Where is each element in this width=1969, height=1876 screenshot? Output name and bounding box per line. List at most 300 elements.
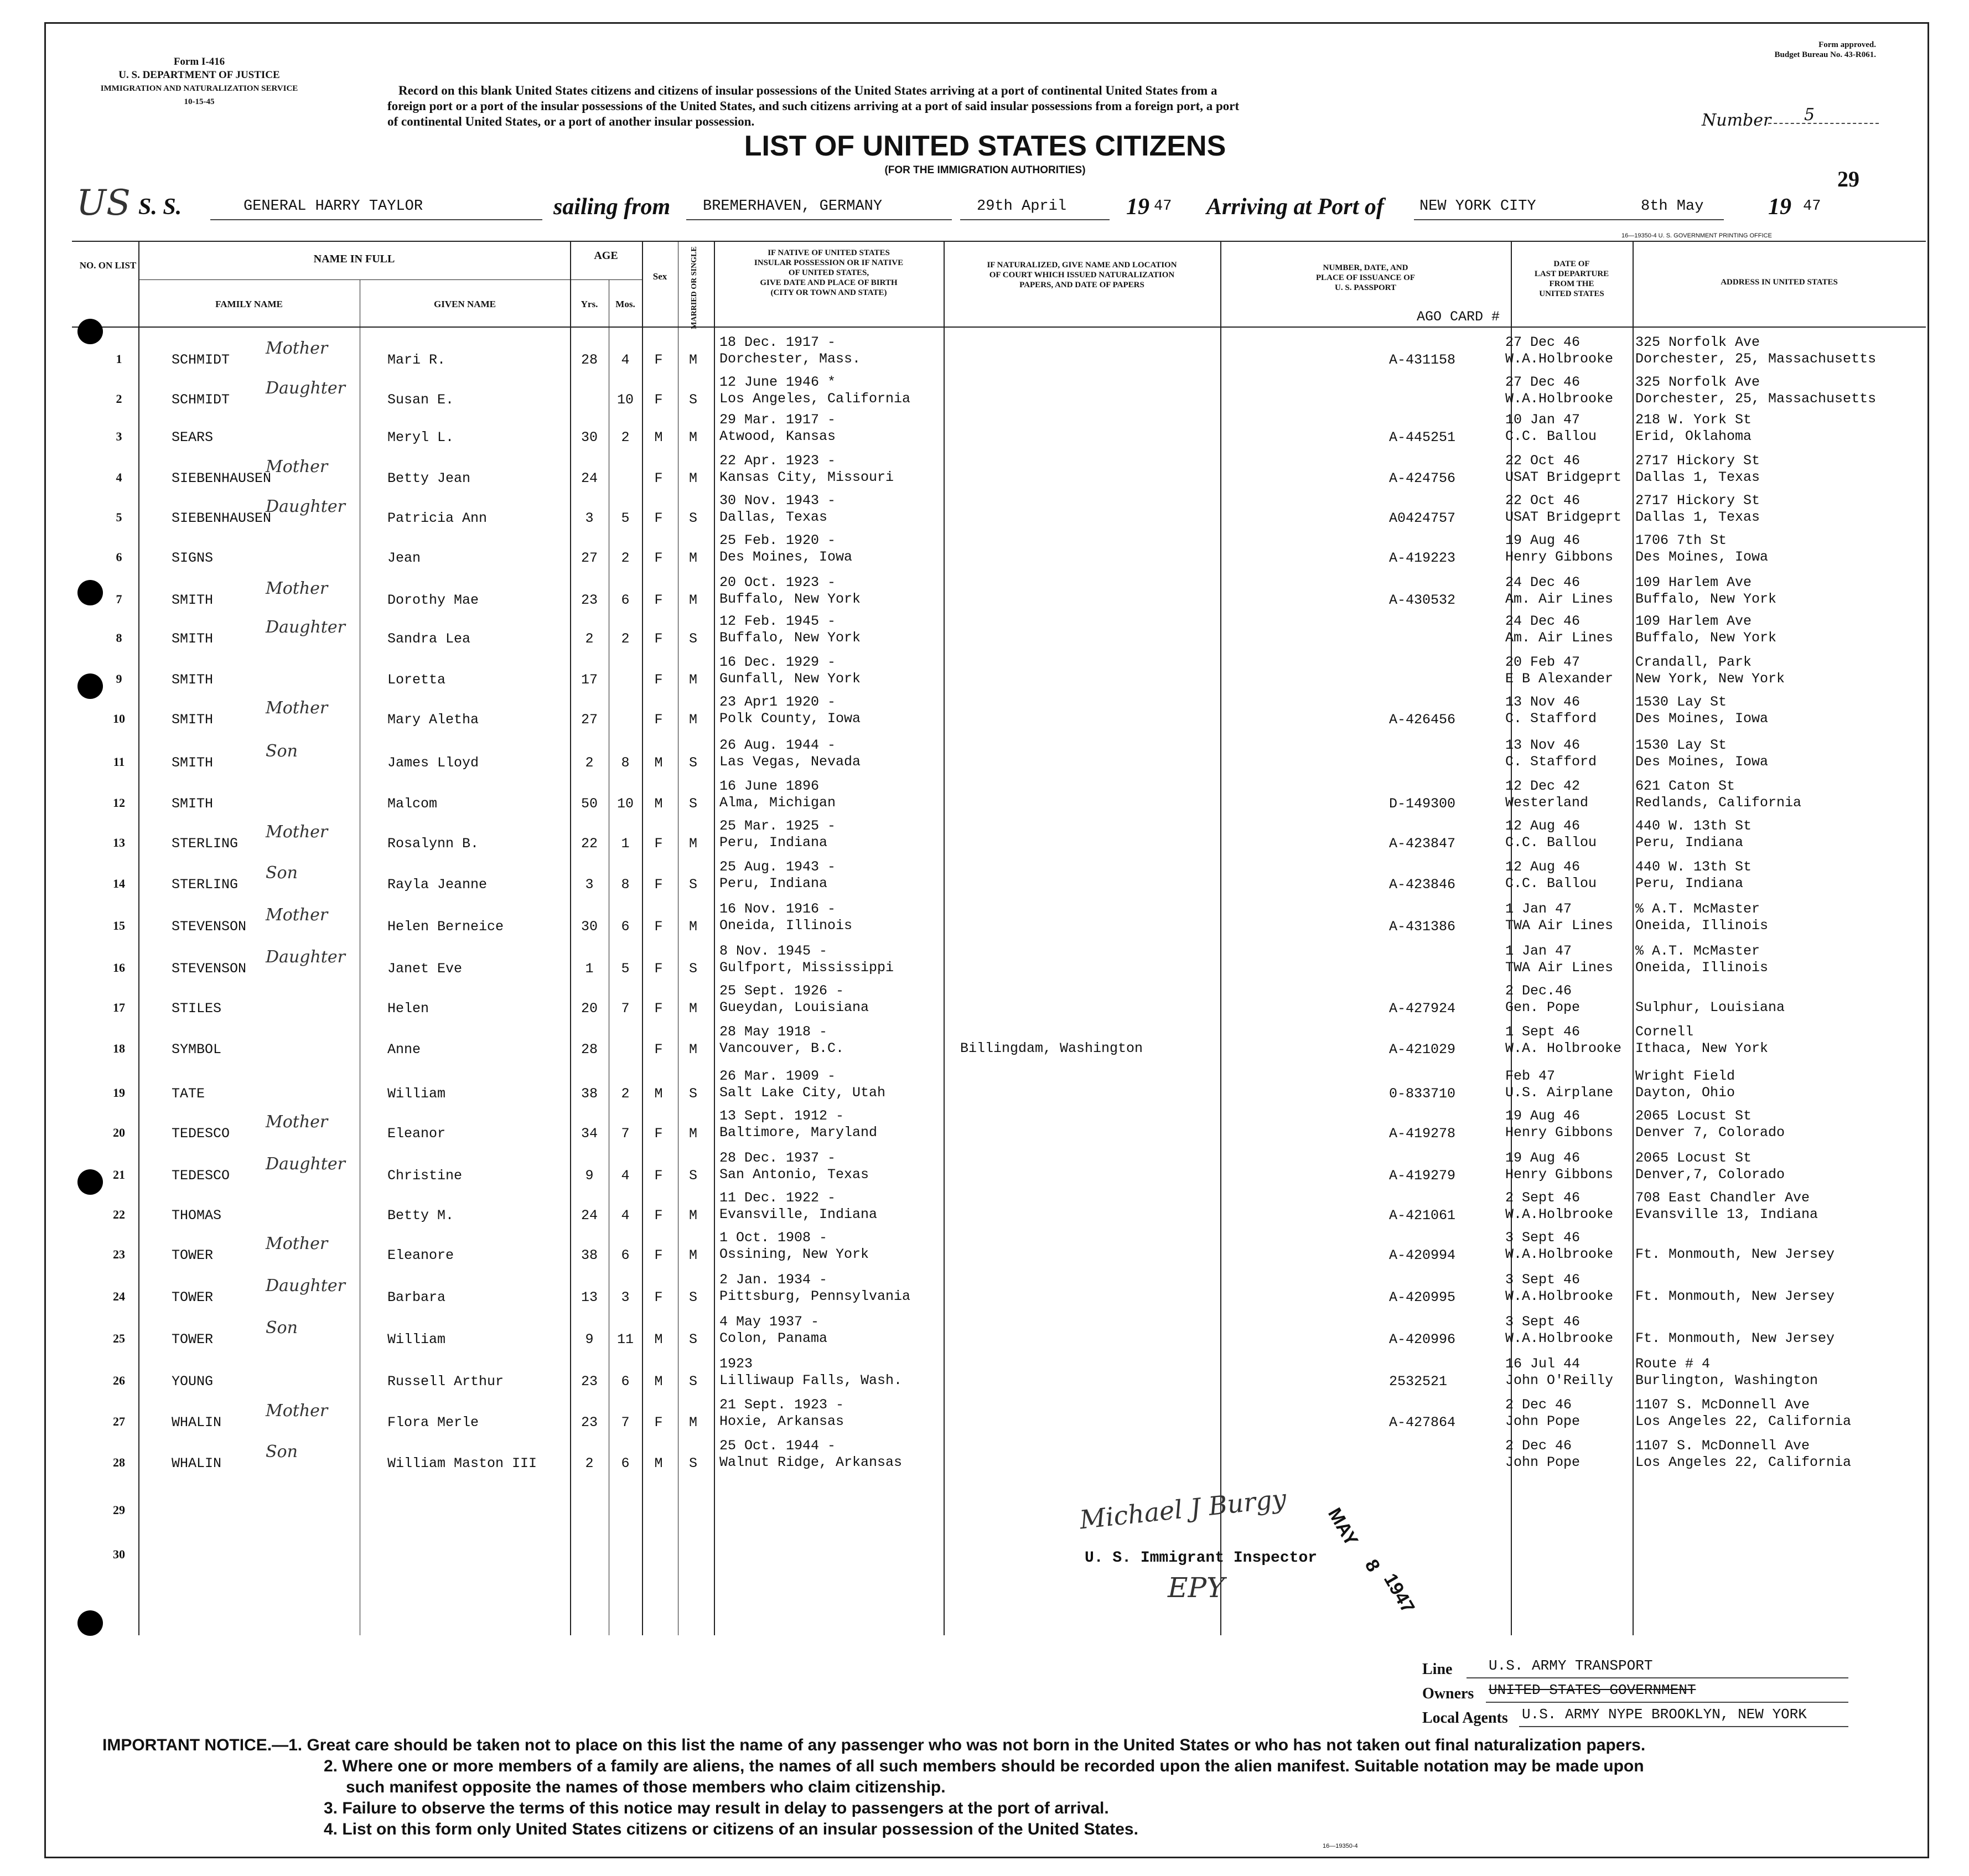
row-number: 8 <box>116 631 122 645</box>
departure-date: 27 Dec 46 <box>1505 334 1581 350</box>
departure-date: 2 Dec 46 <box>1505 1438 1572 1454</box>
age-years: 24 <box>581 1208 598 1224</box>
marital-status: M <box>688 712 697 728</box>
stamp-day: 8 <box>1360 1556 1385 1576</box>
header-pass-line-1: NUMBER, DATE, AND <box>1323 263 1408 272</box>
marital-status: M <box>688 550 697 566</box>
line-value: U.S. ARMY TRANSPORT <box>1489 1657 1653 1674</box>
inspector-title: U. S. Immigrant Inspector <box>1085 1549 1318 1567</box>
header-given-name: GIVEN NAME <box>434 299 496 309</box>
age-months: 2 <box>621 429 630 445</box>
sailing-label: sailing from <box>553 194 671 220</box>
departure-date: 24 Dec 46 <box>1505 613 1581 629</box>
given-name: Betty Jean <box>387 470 471 486</box>
ss-label: S. S. <box>138 194 182 220</box>
birth-place: Dallas, Texas <box>719 509 828 525</box>
arrival-port: NEW YORK CITY <box>1419 198 1536 215</box>
birth-place: Polk County, Iowa <box>719 711 861 727</box>
sex: F <box>654 836 663 852</box>
age-months: 8 <box>621 877 630 893</box>
birth-place: Los Angeles, California <box>719 391 911 407</box>
age-years: 38 <box>581 1086 598 1102</box>
departure-vessel: C. Stafford <box>1505 711 1597 727</box>
marital-status: S <box>688 392 697 408</box>
birth-place: Buffalo, New York <box>719 630 861 646</box>
age-years: 24 <box>581 470 598 486</box>
table-row <box>0 1395 1969 1435</box>
birth-place: Salt Lake City, Utah <box>719 1085 886 1101</box>
sex: F <box>654 352 663 368</box>
age-months: 7 <box>621 1126 630 1142</box>
table-row <box>0 1354 1969 1395</box>
row-number: 5 <box>116 510 122 524</box>
family-name: SMITH <box>172 712 214 728</box>
birth-place: Ossining, New York <box>719 1246 869 1262</box>
departure-date: 13 Nov 46 <box>1505 737 1581 753</box>
given-name: Anne <box>387 1041 421 1058</box>
marital-status: S <box>688 1086 697 1102</box>
depart-date: 29th April <box>977 198 1067 215</box>
family-name: WHALIN <box>172 1414 222 1431</box>
family-name: STERLING <box>172 836 239 852</box>
passport-number: D-149300 <box>1389 796 1456 812</box>
departure-date: 3 Sept 46 <box>1505 1230 1581 1246</box>
passport-number: A-423847 <box>1389 836 1456 852</box>
instruction-line-3: of continental United States, or a port of another insular possession. <box>387 115 755 128</box>
row-number: 27 <box>113 1414 125 1428</box>
birth-place: Peru, Indiana <box>719 835 828 851</box>
port-underline <box>1414 219 1724 220</box>
birth-date: 30 Nov. 1943 - <box>719 493 836 509</box>
passport-number: A0424757 <box>1389 510 1456 526</box>
age-years: 2 <box>585 755 594 771</box>
passport-number: A-419278 <box>1389 1126 1456 1142</box>
birth-place: Peru, Indiana <box>719 875 828 892</box>
family-name: SMITH <box>172 631 214 647</box>
family-name: TOWER <box>172 1247 214 1263</box>
family-name: SMITH <box>172 592 214 608</box>
address-line-2: Peru, Indiana <box>1635 875 1744 892</box>
address-line-2: Dallas 1, Texas <box>1635 509 1760 525</box>
departure-vessel: W.A.Holbrooke <box>1505 1246 1614 1262</box>
birth-place: Colon, Panama <box>719 1330 828 1346</box>
birth-date: 1923 <box>719 1356 753 1372</box>
marital-status: M <box>688 1126 697 1142</box>
marital-status: S <box>688 796 697 812</box>
given-name: Eleanor <box>387 1126 446 1142</box>
given-name: Sandra Lea <box>387 631 471 647</box>
departure-vessel: W.A. Holbrooke <box>1505 1040 1622 1056</box>
age-years: 2 <box>585 631 594 647</box>
address-line-1: 325 Norfolk Ave <box>1635 334 1760 350</box>
birth-date: 25 Oct. 1944 - <box>719 1438 836 1454</box>
table-header-rule <box>72 327 1926 328</box>
family-name: STERLING <box>172 877 239 893</box>
given-name: Mari R. <box>387 352 446 368</box>
marital-status: M <box>688 836 697 852</box>
departure-vessel: Henry Gibbons <box>1505 1124 1614 1141</box>
passport-number: A-420996 <box>1389 1331 1456 1348</box>
sex: M <box>654 1374 663 1390</box>
row-number: 26 <box>113 1374 125 1387</box>
family-name: SIEBENHAUSEN <box>172 510 272 526</box>
birth-place: Buffalo, New York <box>719 591 861 607</box>
ago-card-note: AGO CARD # <box>1417 309 1500 325</box>
given-name: William <box>387 1331 446 1348</box>
row-number: 30 <box>113 1547 125 1561</box>
sex: M <box>654 796 663 812</box>
instruction-line-1: Record on this blank United States citizens and citizens of insular possessions of the United States arriving at a port of continental United States from a <box>398 84 1217 97</box>
age-years: 13 <box>581 1289 598 1305</box>
sex: F <box>654 1168 663 1184</box>
stamp-month: MAY <box>1324 1504 1362 1550</box>
birth-place: San Antonio, Texas <box>719 1167 869 1183</box>
given-name: Dorothy Mae <box>387 592 479 608</box>
age-years: 20 <box>581 1001 598 1017</box>
table-row <box>0 372 1969 413</box>
notice-item-1: —1. Great care should be taken not to place on this list the name of any passenger who was not born in the United States or who has not taken out final naturalization papers. <box>272 1736 1646 1754</box>
birth-place: Gueydan, Louisiana <box>719 999 869 1015</box>
stamp-year: 1947 <box>1379 1569 1419 1617</box>
age-years: 27 <box>581 550 598 566</box>
table-row <box>0 1022 1969 1063</box>
line-underline <box>1467 1677 1848 1678</box>
instruction-text <box>387 83 1605 129</box>
age-years: 2 <box>585 1455 594 1471</box>
departure-date: 3 Sept 46 <box>1505 1272 1581 1288</box>
header-birth-line-4: GIVE DATE AND PLACE OF BIRTH <box>760 278 898 287</box>
age-months: 6 <box>621 592 630 608</box>
footer-mark: 16—19350-4 <box>1323 1843 1358 1849</box>
departure-vessel: Westerland <box>1505 795 1589 811</box>
family-name: SCHMIDT <box>172 392 230 408</box>
row-number: 18 <box>113 1041 125 1055</box>
address-line-2: Dayton, Ohio <box>1635 1085 1735 1101</box>
owners-underline <box>1486 1702 1848 1703</box>
sex: M <box>654 755 663 771</box>
age-months: 6 <box>621 919 630 935</box>
age-months: 10 <box>616 796 634 812</box>
passport-number: A-424756 <box>1389 470 1456 486</box>
row-number: 14 <box>113 877 125 890</box>
birth-place: Lilliwaup Falls, Wash. <box>719 1372 903 1388</box>
departure-date: 1 Jan 47 <box>1505 943 1572 959</box>
passport-number: A-431158 <box>1389 352 1456 368</box>
departure-vessel: W.A.Holbrooke <box>1505 1330 1614 1346</box>
age-months: 2 <box>621 1086 630 1102</box>
birth-place: Kansas City, Missouri <box>719 469 894 485</box>
row-number: 9 <box>116 672 122 686</box>
departure-date: 22 Oct 46 <box>1505 493 1581 509</box>
address-line-1: 2065 Locust St <box>1635 1108 1752 1124</box>
sex: F <box>654 1247 663 1263</box>
birth-date: 2 Jan. 1934 - <box>719 1272 828 1288</box>
given-name: Jean <box>387 550 421 566</box>
marital-status: S <box>688 755 697 771</box>
marital-status: M <box>688 1001 697 1017</box>
departure-vessel: USAT Bridgeprt <box>1505 509 1622 525</box>
row-number: 21 <box>113 1168 125 1181</box>
age-years: 28 <box>581 352 598 368</box>
age-months: 6 <box>621 1455 630 1471</box>
birth-date: 16 June 1896 <box>719 778 820 794</box>
row-number: 13 <box>113 836 125 849</box>
row-number: 19 <box>113 1086 125 1100</box>
sex: F <box>654 631 663 647</box>
marital-status: M <box>688 1208 697 1224</box>
age-months: 4 <box>621 352 630 368</box>
relationship-note: Son <box>266 1318 298 1338</box>
birth-date: 23 Apr1 1920 - <box>719 694 836 710</box>
line-label: Line <box>1422 1661 1453 1678</box>
marital-status: S <box>688 961 697 977</box>
header-yrs: Yrs. <box>581 299 598 309</box>
birth-date: 11 Dec. 1922 - <box>719 1190 836 1206</box>
given-name: Eleanore <box>387 1247 454 1263</box>
address-line-1: 621 Caton St <box>1635 778 1735 794</box>
line-info <box>1422 1657 1865 1730</box>
header-dep-line-2: LAST DEPARTURE <box>1534 270 1609 278</box>
form-department: U. S. DEPARTMENT OF JUSTICE <box>118 69 280 81</box>
relationship-note: Daughter <box>266 618 345 637</box>
passport-number: A-421029 <box>1389 1041 1456 1058</box>
address-line-2: Oneida, Illinois <box>1635 960 1769 976</box>
address-line-1: 708 East Chandler Ave <box>1635 1190 1810 1206</box>
age-months: 7 <box>621 1001 630 1017</box>
sex: F <box>654 672 663 688</box>
family-name: STEVENSON <box>172 919 247 935</box>
page-subtitle: (FOR THE IMMIGRATION AUTHORITIES) <box>884 164 1086 176</box>
sex: F <box>654 1041 663 1058</box>
header-nat-line-1: IF NATURALIZED, GIVE NAME AND LOCATION <box>987 261 1177 270</box>
family-name: SIEBENHAUSEN <box>172 470 272 486</box>
address-line-1: 1530 Lay St <box>1635 737 1727 753</box>
departure-vessel: W.A.Holbrooke <box>1505 1206 1614 1222</box>
address-line-1: 2717 Hickory St <box>1635 493 1760 509</box>
header-birth-line-5: (CITY OR TOWN AND STATE) <box>770 288 887 297</box>
age-years: 3 <box>585 510 594 526</box>
address-line-1: 2717 Hickory St <box>1635 453 1760 469</box>
form-border <box>44 22 1929 1858</box>
departure-date: 2 Sept 46 <box>1505 1190 1581 1206</box>
row-number: 28 <box>113 1455 125 1469</box>
relationship-note: Daughter <box>266 1276 345 1295</box>
age-years: 9 <box>585 1331 594 1348</box>
address-line-1: 325 Norfolk Ave <box>1635 374 1760 390</box>
age-years: 38 <box>581 1247 598 1263</box>
header-birth-line-3: OF UNITED STATES, <box>788 268 869 277</box>
relationship-note: Daughter <box>266 1154 345 1174</box>
sex: F <box>654 470 663 486</box>
table-row <box>0 450 1969 491</box>
address-line-2: Dorchester, 25, Massachusetts <box>1635 391 1877 407</box>
table-row <box>0 981 1969 1022</box>
sex: F <box>654 550 663 566</box>
address-line-1: 1107 S. McDonnell Ave <box>1635 1438 1810 1454</box>
departure-vessel: John O'Reilly <box>1505 1372 1614 1388</box>
page-number: 29 <box>1837 167 1859 191</box>
departure-date: 13 Nov 46 <box>1505 694 1581 710</box>
address-line-1: Wright Field <box>1635 1068 1735 1084</box>
departure-date: 1 Sept 46 <box>1505 1024 1581 1040</box>
age-years: 23 <box>581 592 598 608</box>
address-line-1: 109 Harlem Ave <box>1635 613 1752 629</box>
header-sex: Sex <box>652 271 667 282</box>
table-row <box>0 692 1969 733</box>
given-name: Rayla Jeanne <box>387 877 488 893</box>
table-row <box>0 1312 1969 1352</box>
table-row <box>0 735 1969 776</box>
departure-date: 10 Jan 47 <box>1505 412 1581 428</box>
birth-date: 28 May 1918 - <box>719 1024 828 1040</box>
passport-number: A-419223 <box>1389 550 1456 566</box>
table-row <box>0 941 1969 982</box>
departure-vessel: C.C. Ballou <box>1505 875 1597 892</box>
given-name: Helen Berneice <box>387 919 504 935</box>
address-line-1: 1530 Lay St <box>1635 694 1727 710</box>
birth-place: Hoxie, Arkansas <box>719 1413 844 1429</box>
sex: F <box>654 510 663 526</box>
marital-status: S <box>688 1331 697 1348</box>
given-name: William Maston III <box>387 1455 537 1471</box>
header-dep-line-1: DATE OF <box>1553 260 1590 268</box>
agents-value: U.S. ARMY NYPE BROOKLYN, NEW YORK <box>1522 1706 1807 1723</box>
inspector-initials: EPY <box>1168 1572 1225 1604</box>
agents-label: Local Agents <box>1422 1709 1508 1727</box>
header-name-in-full: NAME IN FULL <box>313 253 395 265</box>
age-years: 23 <box>581 1374 598 1390</box>
departure-vessel: John Pope <box>1505 1413 1581 1429</box>
birth-date: 12 Feb. 1945 - <box>719 613 836 629</box>
header-age: AGE <box>594 250 618 262</box>
birth-place: Atwood, Kansas <box>719 428 836 444</box>
row-number: 16 <box>113 961 125 975</box>
address-line-2: Des Moines, Iowa <box>1635 754 1769 770</box>
important-notice <box>102 1735 1906 1840</box>
family-name: SEARS <box>172 429 214 445</box>
address-line-1: 1706 7th St <box>1635 532 1727 548</box>
departure-vessel: C.C. Ballou <box>1505 428 1597 444</box>
page-title: LIST OF UNITED STATES CITIZENS <box>744 130 1226 162</box>
marital-status: M <box>688 429 697 445</box>
departure-vessel: U.S. Airplane <box>1505 1085 1614 1101</box>
birth-date: 13 Sept. 1912 - <box>719 1108 844 1124</box>
relationship-note: Daughter <box>266 947 345 967</box>
name-subheader-rule <box>138 279 642 280</box>
age-years: 1 <box>585 961 594 977</box>
row-number: 25 <box>113 1331 125 1345</box>
sex: F <box>654 919 663 935</box>
marital-status: M <box>688 352 697 368</box>
address-line-2: New York, New York <box>1635 671 1785 687</box>
departure-vessel: W.A.Holbrooke <box>1505 351 1614 367</box>
relationship-note: Mother <box>266 579 328 598</box>
age-months: 6 <box>621 1374 630 1390</box>
birth-date: 18 Dec. 1917 - <box>719 334 836 350</box>
birth-date: 12 June 1946 * <box>719 374 836 390</box>
ship-name: GENERAL HARRY TAYLOR <box>243 198 423 215</box>
given-name: Helen <box>387 1001 429 1017</box>
address-line-1: 218 W. York St <box>1635 412 1752 428</box>
departure-vessel: W.A.Holbrooke <box>1505 1288 1614 1304</box>
row-number: 24 <box>113 1289 125 1303</box>
marital-status: M <box>688 1247 697 1263</box>
address-line-2: Los Angeles 22, California <box>1635 1454 1852 1470</box>
departure-date: 27 Dec 46 <box>1505 374 1581 390</box>
departure-date: 12 Dec 42 <box>1505 778 1581 794</box>
address-line-2: Buffalo, New York <box>1635 630 1777 646</box>
marital-status: S <box>688 631 697 647</box>
address-line-2: Dorchester, 25, Massachusetts <box>1635 351 1877 367</box>
given-name: Meryl L. <box>387 429 454 445</box>
sex: F <box>654 877 663 893</box>
voyage-line <box>0 183 1969 227</box>
marital-status: M <box>688 1414 697 1431</box>
birth-date: 25 Sept. 1926 - <box>719 983 844 999</box>
departure-vessel: W.A.Holbrooke <box>1505 391 1614 407</box>
relationship-note: Mother <box>266 698 328 718</box>
birth-place: Vancouver, B.C. <box>719 1040 844 1056</box>
relationship-note: Daughter <box>266 497 345 516</box>
age-months: 4 <box>621 1208 630 1224</box>
relationship-note: Son <box>266 863 298 883</box>
departure-vessel: USAT Bridgeprt <box>1505 469 1622 485</box>
age-months: 5 <box>621 510 630 526</box>
row-number: 22 <box>113 1208 125 1221</box>
table-top-rule <box>72 241 1926 242</box>
relationship-note: Mother <box>266 1234 328 1253</box>
relationship-note: Son <box>266 742 298 761</box>
header-naturalized <box>944 260 1220 290</box>
printer-mark: 16—19350-4 U. S. GOVERNMENT PRINTING OFFICE <box>1621 232 1772 239</box>
birth-place: Gulfport, Mississippi <box>719 960 894 976</box>
birth-date: 20 Oct. 1923 - <box>719 574 836 590</box>
address-line-2: Denver 7, Colorado <box>1635 1124 1785 1141</box>
birth-place: Alma, Michigan <box>719 795 836 811</box>
given-name: Rosalynn B. <box>387 836 479 852</box>
table-row <box>0 1435 1969 1476</box>
header-birth-line-1: IF NATIVE OF UNITED STATES <box>768 248 890 257</box>
birth-place: Oneida, Illinois <box>719 918 853 934</box>
sex: F <box>654 392 663 408</box>
address-line-1: Cornell <box>1635 1024 1694 1040</box>
row-number: 1 <box>116 352 122 366</box>
departure-vessel: Am. Air Lines <box>1505 591 1614 607</box>
departure-date: 20 Feb 47 <box>1505 654 1581 670</box>
address-line-2: Ithaca, New York <box>1635 1040 1769 1056</box>
row-number: 6 <box>116 550 122 564</box>
depart-year: 47 <box>1154 198 1172 215</box>
given-name: Russell Arthur <box>387 1374 504 1390</box>
address-line-2: Evansville 13, Indiana <box>1635 1206 1818 1222</box>
table-row <box>0 1106 1969 1147</box>
header-departure <box>1511 259 1633 299</box>
table-row <box>0 332 1969 373</box>
birth-date: 28 Dec. 1937 - <box>719 1150 836 1166</box>
header-married-single: MARRIED OR SINGLE <box>690 246 698 329</box>
table-row <box>0 490 1969 531</box>
address-line-1: Route # 4 <box>1635 1356 1711 1372</box>
family-name: SCHMIDT <box>172 352 230 368</box>
row-number: 17 <box>113 1001 125 1014</box>
passport-number: A-423846 <box>1389 877 1456 893</box>
birth-place: Evansville, Indiana <box>719 1206 878 1222</box>
form-service: IMMIGRATION AND NATURALIZATION SERVICE <box>100 84 298 93</box>
sex: F <box>654 1289 663 1305</box>
age-years: 9 <box>585 1168 594 1184</box>
departure-vessel: E B Alexander <box>1505 671 1614 687</box>
arrival-date: 8th May <box>1641 198 1704 215</box>
